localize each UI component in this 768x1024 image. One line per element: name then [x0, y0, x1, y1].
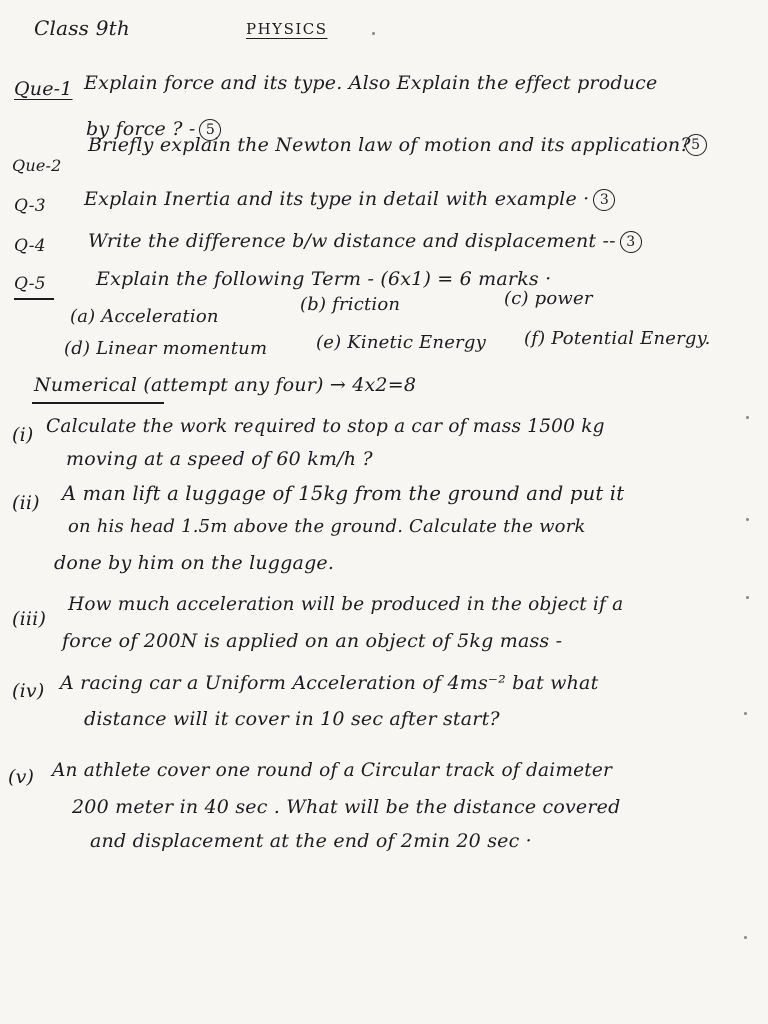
- question-2-text: Briefly explain the Newton law of motion and its application?5: [88, 134, 707, 156]
- question-2-label: Que-2: [12, 156, 62, 175]
- ink-dot: [372, 32, 375, 35]
- numerical-2-line-3: done by him on the luggage.: [54, 552, 335, 574]
- term-f: (f) Potential Energy.: [524, 328, 711, 349]
- class-label: Class 9th: [34, 16, 130, 40]
- question-3-marks: 3: [593, 189, 615, 211]
- numerical-1-line-1: Calculate the work required to stop a car of mass 1500 kg: [46, 416, 605, 437]
- question-4-text-row: Write the difference b/w distance and displacement -- 3: [88, 230, 642, 253]
- numerical-2-line-2: on his head 1.5m above the ground. Calculate the work: [68, 516, 586, 537]
- term-c: (c) power: [504, 288, 593, 309]
- numerical-3-line-2: force of 200N is applied on an object of 5kg mass -: [62, 630, 563, 652]
- term-d: (d) Linear momentum: [64, 338, 268, 359]
- term-b: (b) friction: [300, 294, 401, 315]
- question-3-text: Explain Inertia and its type in detail with example · 3: [84, 188, 615, 211]
- numerical-1-line-2: moving at a speed of 60 km/h ?: [66, 448, 373, 470]
- numerical-4-line-1: A racing car a Uniform Acceleration of 4ms⁻² bat what: [60, 672, 599, 694]
- numerical-2-line-1: A man lift a luggage of 15kg from the ground and put it: [62, 482, 625, 505]
- term-a: (a) Acceleration: [70, 306, 219, 327]
- margin-dot: [746, 596, 749, 599]
- numerical-5-line-2: 200 meter in 40 sec . What will be the distance covered: [72, 796, 621, 818]
- question-4-marks: 3: [620, 231, 642, 253]
- question-1-text: Explain force and its type. Also Explain the effect produce: [84, 72, 658, 94]
- question-2-marks: 5: [685, 134, 707, 156]
- numerical-5-line-3: and displacement at the end of 2min 20 sec ·: [90, 830, 532, 852]
- question-1-label: Que-1: [14, 78, 73, 100]
- margin-dot: [744, 712, 747, 715]
- margin-dot: [746, 518, 749, 521]
- margin-dot: [744, 936, 747, 939]
- question-5-text: Explain the following Term - (6x1) = 6 marks ·: [96, 268, 552, 290]
- question-4-label: Q-4: [14, 236, 46, 256]
- question-5-label: Q-5: [14, 274, 46, 294]
- numerical-5-line-1: An athlete cover one round of a Circular track of daimeter: [52, 760, 613, 781]
- numerical-heading: Numerical (attempt any four) → 4x2=8: [34, 374, 417, 396]
- numerical-underline: [32, 402, 164, 404]
- margin-dot: [746, 416, 749, 419]
- question-1-text-cont: by force ? - 5: [86, 118, 221, 141]
- numerical-3-line-1: How much acceleration will be produced in the object if a: [68, 594, 624, 615]
- q5-underline: [14, 298, 54, 300]
- numerical-2-label: (ii): [12, 492, 40, 514]
- numerical-1-label: (i): [12, 424, 34, 446]
- numerical-4-label: (iv): [12, 680, 45, 702]
- subject-label: PHYSICS: [246, 20, 328, 38]
- question-1-marks: 5: [199, 119, 221, 141]
- numerical-3-label: (iii): [12, 608, 47, 630]
- term-e: (e) Kinetic Energy: [316, 332, 486, 353]
- question-3-label: Q-3: [14, 196, 46, 216]
- numerical-4-line-2: distance will it cover in 10 sec after start?: [84, 708, 500, 730]
- numerical-5-label: (v): [8, 766, 35, 788]
